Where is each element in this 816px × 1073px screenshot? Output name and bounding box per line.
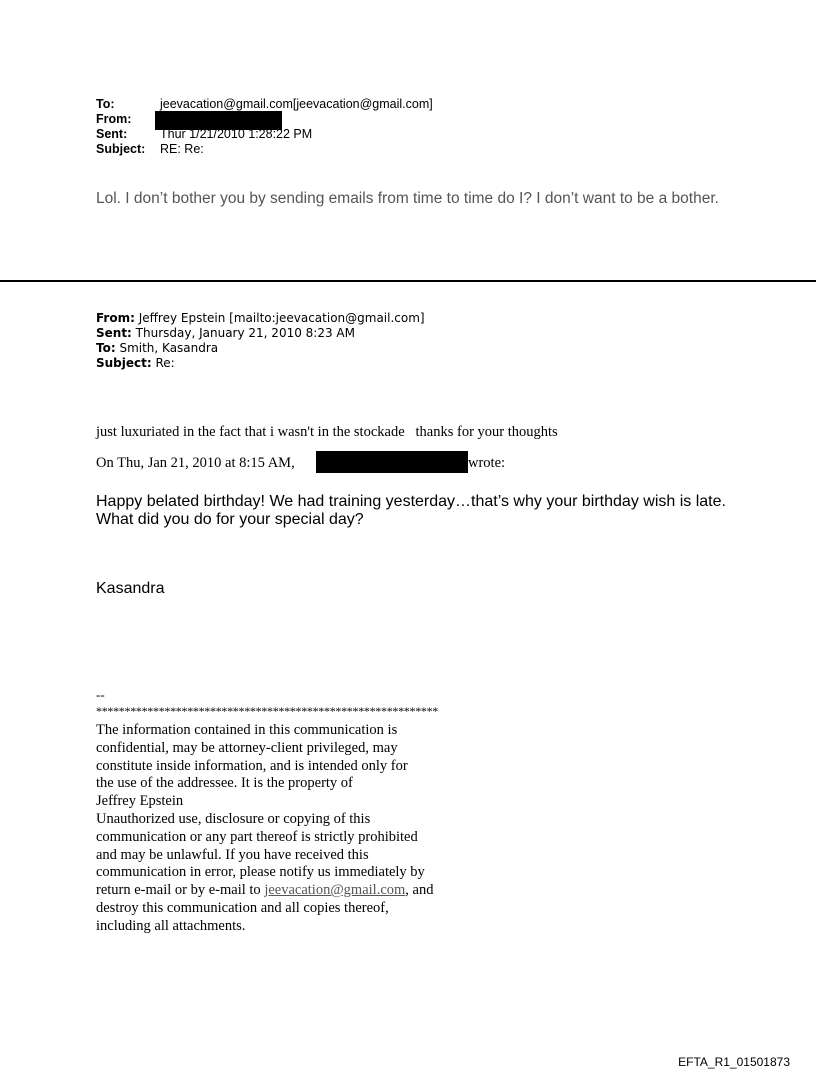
- quoted-message: Happy belated birthday! We had training yesterday…that’s why your birthday wish is late. What did you do for your special day?: [96, 493, 726, 528]
- disclaimer-line: and may be unlawful. If you have received this: [96, 846, 369, 863]
- disclaimer-line: communication in error, please notify us immediately by: [96, 864, 425, 881]
- email2-to-line: [96, 341, 218, 357]
- disclaimer-line: The information contained in this communication is: [96, 722, 398, 738]
- confidentiality-disclaimer: [96, 722, 516, 936]
- subject-label: Subject:: [96, 356, 152, 370]
- from-label: From:: [96, 311, 135, 325]
- signature: Kasandra: [96, 580, 165, 597]
- divider: [0, 280, 816, 282]
- signature-separator: --: [96, 687, 105, 702]
- disclaimer-text: return e-mail or by e-mail to: [96, 882, 265, 899]
- disclaimer-line: Jeffrey Epstein: [96, 793, 184, 810]
- disclaimer-line-with-link: [96, 882, 516, 900]
- from-value: Jeffrey Epstein [mailto:jeevacation@gmail.com]: [134, 311, 425, 325]
- quote-wrote: wrote:: [468, 455, 506, 471]
- email2-from-line: [96, 311, 425, 327]
- disclaimer-line: the use of the addressee. It is the property of: [96, 775, 353, 792]
- disclaimer-line: confidential, may be attorney-client privileged, may: [96, 739, 398, 756]
- document-id: EFTA_R1_01501873: [678, 1055, 790, 1069]
- reply-line: just luxuriated in the fact that i wasn't in the stockade thanks for your thoughts: [96, 424, 558, 440]
- to-value: Smith, Kasandra: [115, 341, 219, 355]
- subject-label: Subject:: [96, 142, 146, 156]
- email1-body: Lol. I don’t bother you by sending emails from time to time do I? I don’t want to be a bother.: [96, 190, 719, 207]
- sent-value: Thursday, January 21, 2010 8:23 AM: [131, 326, 355, 340]
- quote-intro: [96, 455, 295, 472]
- to-label: To:: [96, 341, 116, 355]
- disclaimer-line: including all attachments.: [96, 917, 246, 934]
- email2-subject-line: [96, 356, 175, 372]
- asterisk-line: ************************************************************: [96, 704, 439, 718]
- disclaimer-text: , and: [405, 882, 434, 899]
- sent-value: Thur 1/21/2010 1:28:22 PM: [160, 127, 313, 141]
- redaction-box: [316, 451, 468, 473]
- subject-value: RE: Re:: [160, 142, 204, 156]
- disclaimer-line: communication or any part thereof is strictly prohibited: [96, 828, 418, 845]
- to-label: To:: [96, 97, 115, 111]
- subject-value: Re:: [151, 356, 175, 370]
- disclaimer-line: Unauthorized use, disclosure or copying of this: [96, 810, 371, 827]
- sent-label: Sent:: [96, 127, 128, 141]
- disclaimer-line: constitute inside information, and is intended only for: [96, 757, 408, 774]
- from-label: From:: [96, 112, 132, 126]
- quote-intro-text: On Thu, Jan 21, 2010 at 8:15 AM,: [96, 455, 295, 471]
- sent-label: Sent:: [96, 326, 132, 340]
- email2-sent-line: [96, 326, 355, 342]
- disclaimer-line: destroy this communication and all copies thereof,: [96, 899, 389, 916]
- to-value: jeevacation@gmail.com[jeevacation@gmail.com]: [160, 97, 433, 111]
- email-link[interactable]: jeevacation@gmail.com: [264, 882, 406, 899]
